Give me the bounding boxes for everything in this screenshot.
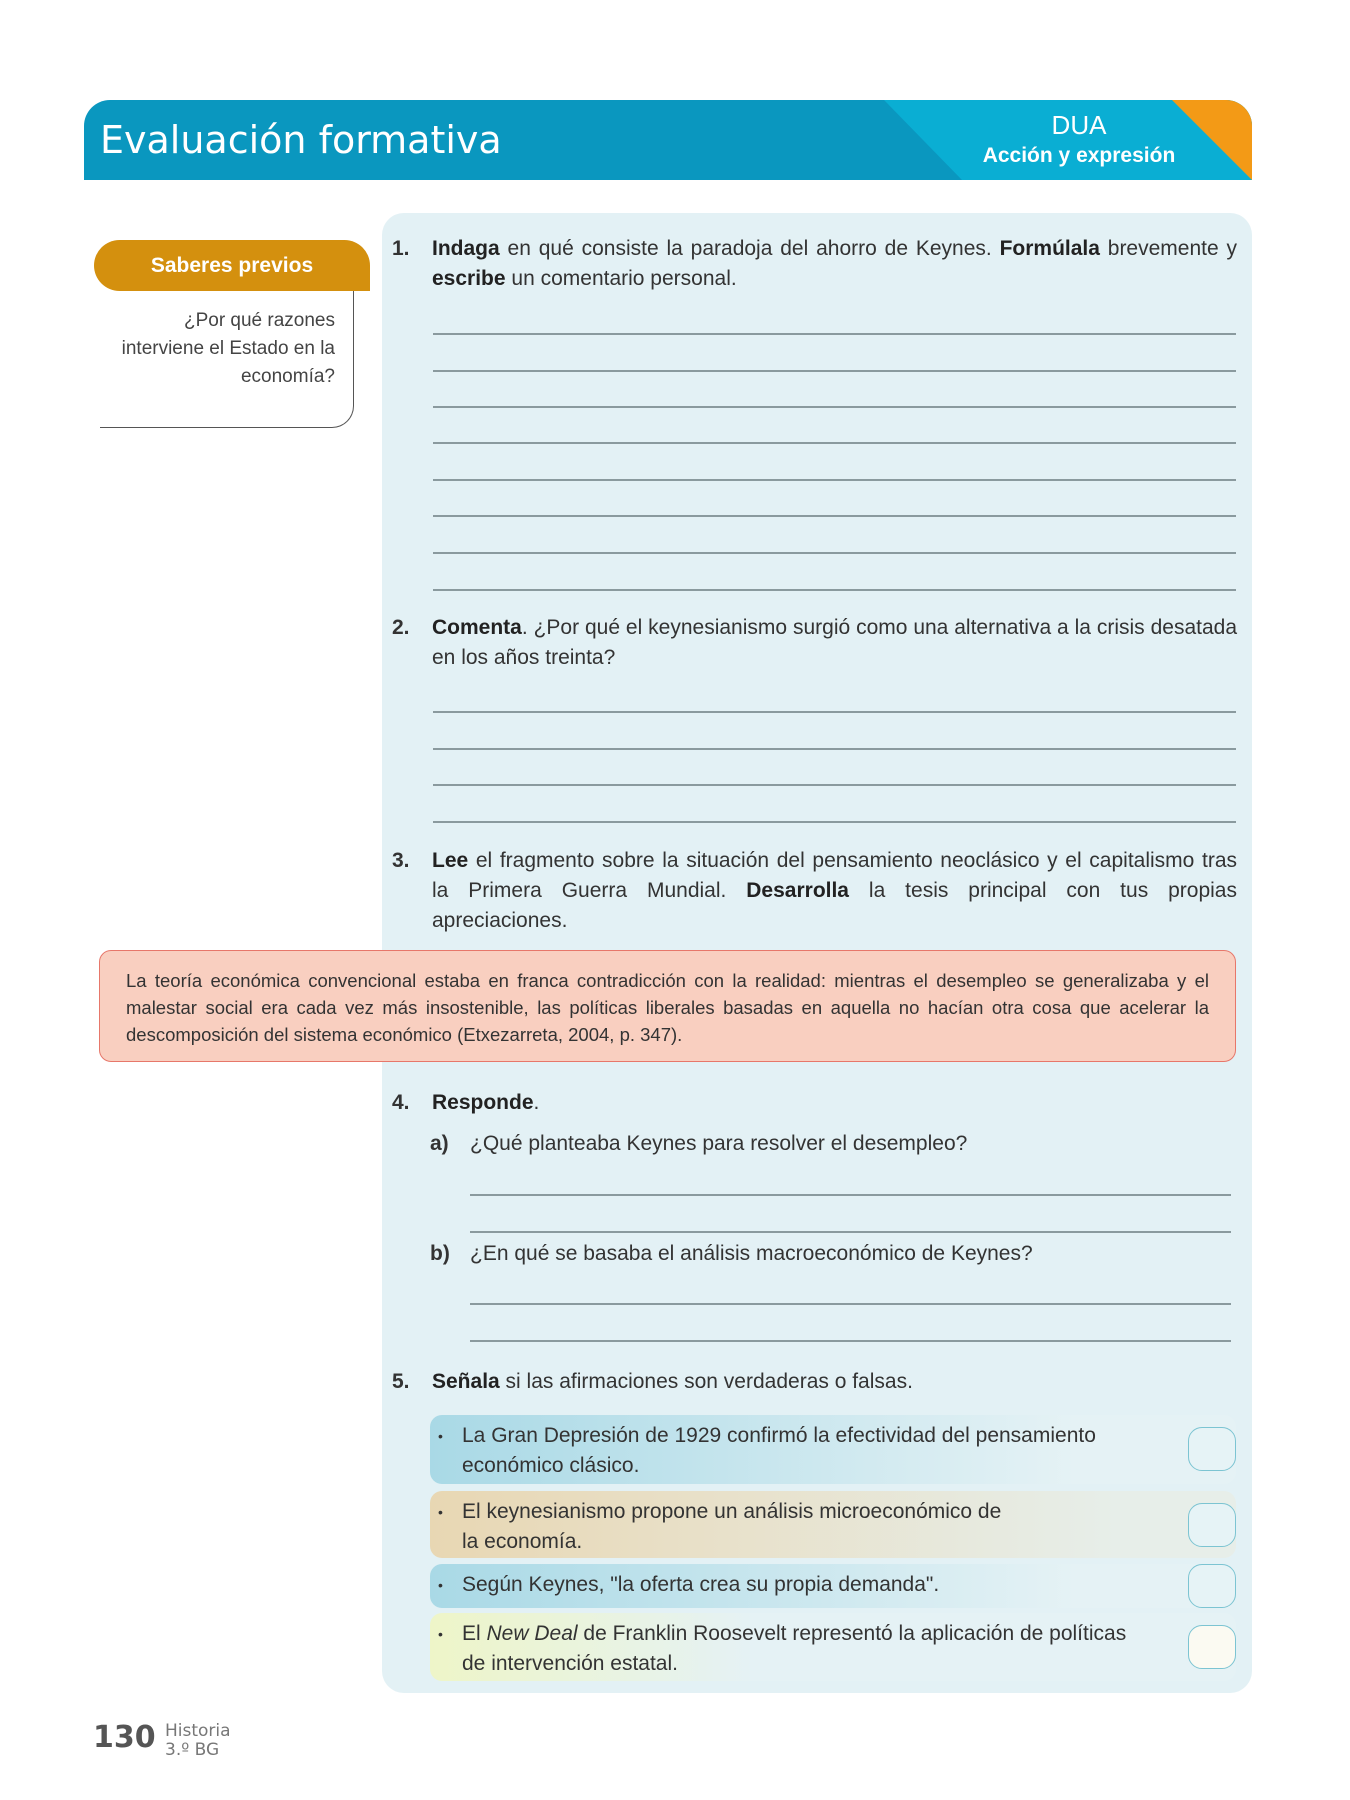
statement-text: de Franklin Roosevelt representó la aplicación de políticas de intervención estatal. xyxy=(462,1622,1127,1675)
question-number: 4. xyxy=(392,1091,410,1114)
verb: Responde xyxy=(432,1091,534,1114)
text: en qué consiste la paradoja del ahorro de Keynes. xyxy=(499,237,1000,260)
sub-text: ¿Qué planteaba Keynes para resolver el desempleo? xyxy=(470,1132,968,1155)
answer-line[interactable] xyxy=(433,552,1236,554)
statement-text: Según Keynes, "la oferta crea su propia demanda". xyxy=(462,1573,940,1596)
question-number: 1. xyxy=(392,237,410,260)
footer-subject xyxy=(165,1722,231,1760)
verb: Lee xyxy=(432,849,469,872)
saberes-previos-question: ¿Por qué razones interviene el Estado en la economía? xyxy=(100,291,354,428)
question-4a xyxy=(430,1132,967,1156)
dua-label: DUA xyxy=(1051,110,1107,140)
answer-line[interactable] xyxy=(433,406,1236,408)
statement-italic: New Deal xyxy=(486,1622,578,1645)
answer-line[interactable] xyxy=(433,711,1236,713)
sub-label: a) xyxy=(430,1132,449,1155)
bullet-icon: • xyxy=(438,1428,443,1444)
dua-sublabel: Acción y expresión xyxy=(982,144,1176,167)
statement-4 xyxy=(430,1613,1236,1681)
text: el fragmento sobre la situación del pensamiento neoclásico y el capitalismo tras la Primera Guerra Mundial. xyxy=(432,849,1237,902)
text: . ¿Por qué el keynesianismo surgió como una alternativa a la crisis desatada en los años treinta? xyxy=(432,616,1237,669)
text: brevemente y xyxy=(1099,237,1237,260)
sub-text: ¿En qué se basaba el análisis macroeconómico de Keynes? xyxy=(470,1242,1033,1265)
question-5 xyxy=(392,1367,1237,1397)
question-3 xyxy=(392,846,1237,936)
answer-line[interactable] xyxy=(470,1231,1231,1233)
answer-line[interactable] xyxy=(433,370,1236,372)
question-number: 3. xyxy=(392,849,410,872)
answer-line[interactable] xyxy=(433,442,1236,444)
question-number: 5. xyxy=(392,1370,410,1393)
answer-line[interactable] xyxy=(433,515,1236,517)
page-number: 130 xyxy=(93,1720,156,1755)
section-header xyxy=(84,100,1252,180)
true-false-box[interactable] xyxy=(1188,1427,1236,1471)
answer-line[interactable] xyxy=(433,821,1236,823)
question-1 xyxy=(392,234,1237,294)
answer-line[interactable] xyxy=(470,1340,1231,1342)
statement-2 xyxy=(430,1491,1236,1558)
statement-1 xyxy=(430,1415,1236,1484)
true-false-box[interactable] xyxy=(1188,1503,1236,1547)
question-4 xyxy=(392,1088,1237,1118)
question-2 xyxy=(392,613,1237,673)
answer-line[interactable] xyxy=(470,1194,1231,1196)
text: . xyxy=(533,1091,540,1114)
text: un comentario personal. xyxy=(505,267,737,290)
statement-text: La Gran Depresión de 1929 confirmó la efectividad del pensamiento económico clásico. xyxy=(462,1424,1096,1477)
verb: Comenta xyxy=(432,616,522,639)
verb: Formúlala xyxy=(999,237,1100,260)
statement-text: El xyxy=(462,1622,487,1645)
quote-box: La teoría económica convencional estaba en franca contradicción con la realidad: mientras el desempleo se generalizaba y el malestar social era cada vez más insostenible, las políticas liberales basadas en aquella no hacían otra cosa que acelerar la descomposición del sistema económico (Etxezarreta, 2004, p. 347). xyxy=(99,950,1236,1062)
sub-label: b) xyxy=(430,1242,450,1265)
verb: Indaga xyxy=(432,237,500,260)
statement-text: El keynesianismo propone un análisis microeconómico de la economía. xyxy=(462,1500,1002,1553)
text: la tesis principal con tus propias apreciaciones. xyxy=(432,879,1237,932)
page-title: Evaluación formativa xyxy=(100,118,502,162)
verb: escribe xyxy=(432,267,506,290)
bullet-icon: • xyxy=(438,1577,443,1593)
question-4b xyxy=(430,1242,1033,1266)
answer-line[interactable] xyxy=(433,589,1236,591)
question-number: 2. xyxy=(392,616,410,639)
verb: Desarrolla xyxy=(746,879,849,902)
answer-line[interactable] xyxy=(433,748,1236,750)
answer-line[interactable] xyxy=(433,479,1236,481)
true-false-box[interactable] xyxy=(1188,1625,1236,1669)
grade: 3.º BG xyxy=(165,1740,220,1760)
true-false-box[interactable] xyxy=(1188,1564,1236,1608)
bullet-icon: • xyxy=(438,1504,443,1520)
subject: Historia xyxy=(165,1721,231,1741)
saberes-previos-label: Saberes previos xyxy=(94,240,370,291)
verb: Señala xyxy=(432,1370,500,1393)
answer-line[interactable] xyxy=(433,784,1236,786)
text: si las afirmaciones son verdaderas o falsas. xyxy=(499,1370,913,1393)
answer-line[interactable] xyxy=(470,1303,1231,1305)
bullet-icon: • xyxy=(438,1626,443,1642)
statement-3 xyxy=(430,1564,1236,1608)
answer-line[interactable] xyxy=(433,333,1236,335)
